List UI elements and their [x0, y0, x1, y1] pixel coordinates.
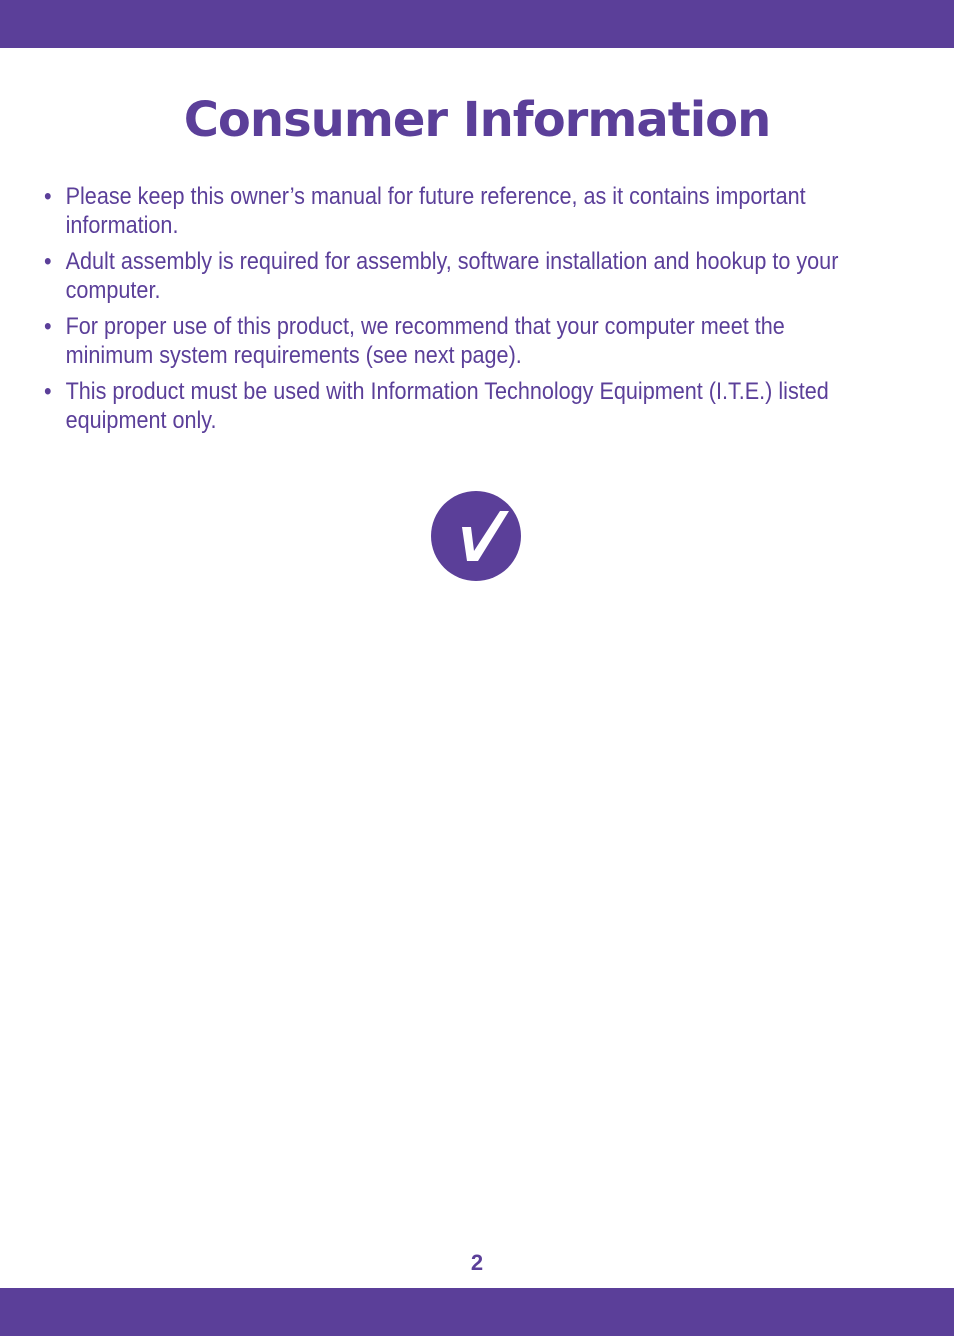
- bullet-marker: •: [44, 313, 52, 340]
- page-number: 2: [470, 1250, 484, 1275]
- bottom-banner: [0, 1288, 954, 1336]
- c-tick-compliance-icon: [431, 491, 521, 581]
- page-title: Consumer Information: [183, 92, 771, 148]
- list-item: [44, 182, 874, 240]
- bullet-text: Please keep this owner’s manual for future reference, as it contains important information.: [65, 183, 806, 239]
- bullet-text: Adult assembly is required for assembly, software installation and hookup to your computer.: [65, 248, 839, 304]
- consumer-info-list: [44, 182, 874, 442]
- top-banner: [0, 0, 954, 48]
- list-item: [44, 312, 874, 370]
- list-item: [44, 377, 874, 435]
- bullet-text: This product must be used with Information Technology Equipment (I.T.E.) listed equipment only.: [65, 378, 829, 434]
- bullet-marker: •: [44, 248, 52, 275]
- bullet-marker: •: [44, 183, 52, 210]
- list-item: [44, 247, 874, 305]
- bullet-text: For proper use of this product, we recommend that your computer meet the minimum system requirements (see next page).: [65, 313, 785, 369]
- bullet-marker: •: [44, 378, 52, 405]
